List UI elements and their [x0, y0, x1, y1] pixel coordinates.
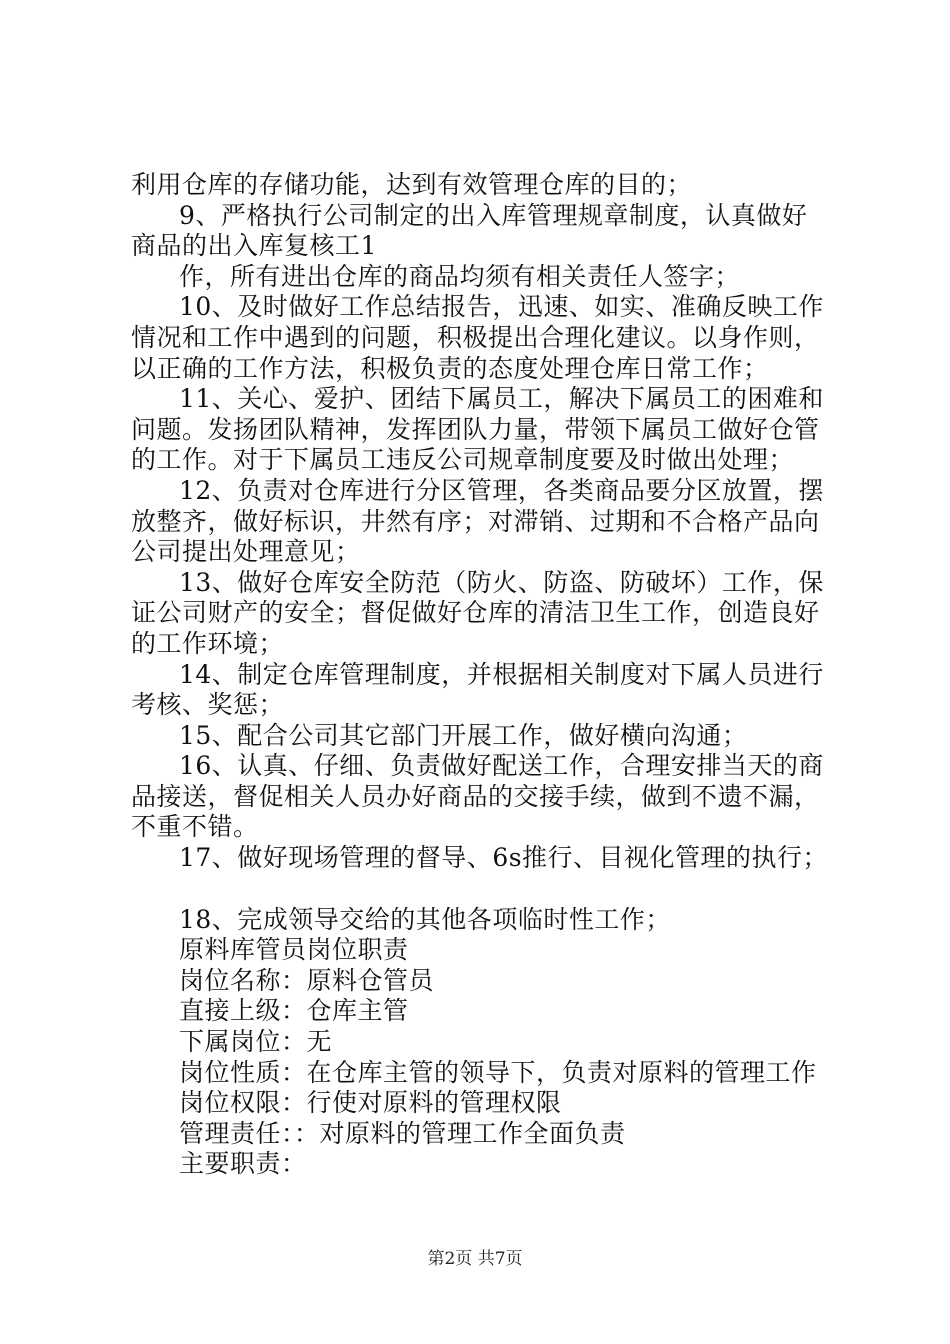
- field-subordinates: 下属岗位：无: [179, 1027, 333, 1057]
- field-main-duties: 主要职责：: [179, 1149, 307, 1179]
- paragraph-item-17: 17、做好现场管理的督导、6s推行、目视化管理的执行；: [179, 843, 829, 873]
- field-direct-superior: 直接上级：仓库主管: [179, 996, 409, 1026]
- paragraph-item-13: 13、做好仓库安全防范（防火、防盗、防破坏）工作，保证公司财产的安全；督促做好仓库的清洁卫生工作，创造良好的工作环境；: [131, 567, 824, 658]
- field-position-nature: 岗位性质：在仓库主管的领导下，负责对原料的管理工作: [179, 1057, 817, 1087]
- paragraph-item-10: 10、及时做好工作总结报告，迅速、如实、准确反映工作情况和工作中遇到的问题，积极提出合理化建议。以身作则，以正确的工作方法，积极负责的态度处理仓库日常工作；: [131, 292, 824, 383]
- paragraph-item-15: 15、配合公司其它部门开展工作，做好横向沟通；: [179, 720, 748, 750]
- paragraph-continuation: 利用仓库的存储功能，达到有效管理仓库的目的；: [131, 170, 693, 199]
- blank-line: [131, 874, 831, 905]
- paragraph-item-9-continued: 作，所有进出仓库的商品均须有相关责任人签字；: [179, 261, 741, 291]
- paragraph-item-14: 14、制定仓库管理制度，并根据相关制度对下属人员进行考核、奖惩；: [131, 659, 824, 720]
- paragraph-item-12: 12、负责对仓库进行分区管理，各类商品要分区放置，摆放整齐，做好标识，井然有序；对滞销、过期和不合格产品向公司提出处理意见；: [131, 475, 824, 567]
- document-body: [131, 170, 831, 1180]
- field-position-name: 岗位名称：原料仓管员: [179, 965, 435, 995]
- field-management-responsibility: 管理责任：：对原料的管理工作全面负责: [179, 1118, 626, 1148]
- paragraph-item-9: 9、严格执行公司制定的出入库管理规章制度，认真做好商品的出入库复核工1: [131, 200, 808, 261]
- paragraph-item-16: 16、认真、仔细、负责做好配送工作，合理安排当天的商品接送，督促相关人员办好商品的交接手续，做到不遗不漏，不重不错。: [131, 751, 824, 842]
- field-position-authority: 岗位权限：行使对原料的管理权限: [179, 1088, 562, 1118]
- page-number-footer: 第2页 共7页: [427, 1249, 523, 1269]
- section-title: 原料库管员岗位职责: [179, 935, 409, 965]
- paragraph-item-11: 11、关心、爱护、团结下属员工，解决下属员工的困难和问题。发扬团队精神，发挥团队力量，带领下属员工做好仓管的工作。对于下属员工违反公司规章制度要及时做出处理；: [131, 384, 824, 475]
- paragraph-item-18: 18、完成领导交给的其他各项临时性工作；: [179, 904, 671, 934]
